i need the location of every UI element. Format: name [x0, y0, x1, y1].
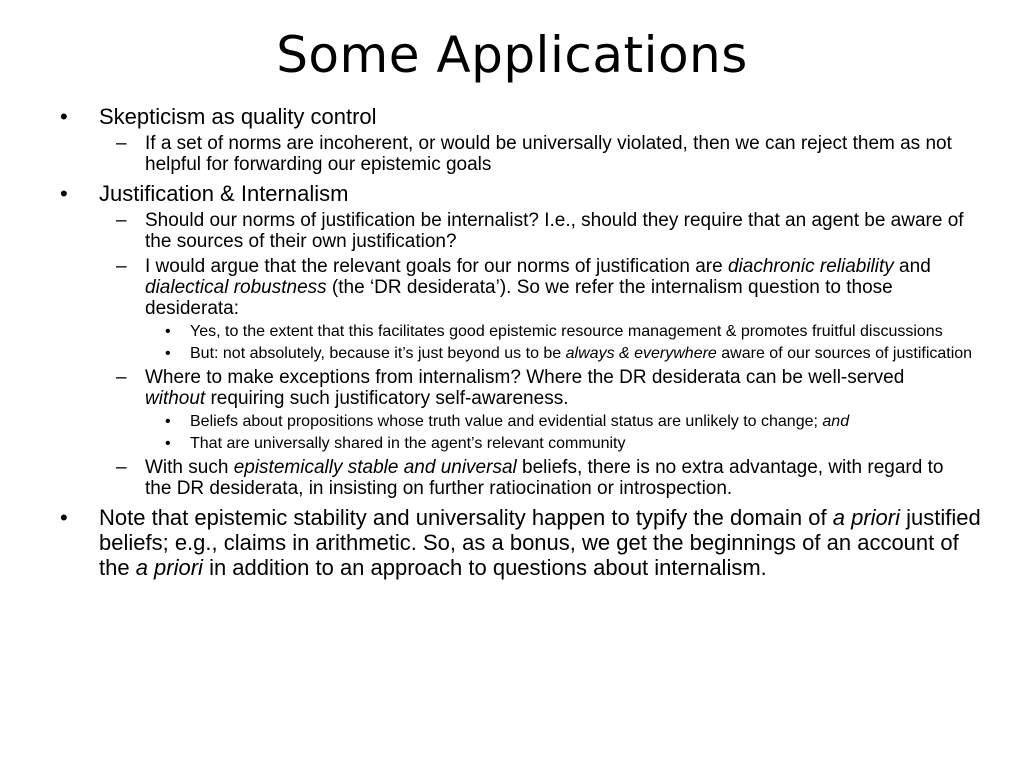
italic-run: diachronic reliability: [727, 256, 894, 277]
bullet-text: [99, 181, 348, 206]
text-run: But: not absolutely, because it’s just beyond us to be: [190, 345, 566, 362]
bullet-marker: •: [165, 323, 171, 340]
italic-run: always & everywhere: [565, 345, 717, 362]
dash-marker: –: [116, 457, 127, 478]
italic-run: dialectical robustness: [145, 277, 327, 298]
bullet-marker: •: [165, 413, 171, 430]
bullet-marker: •: [165, 345, 171, 362]
bullet-marker: •: [60, 505, 68, 530]
bullet-level-3: [0, 412, 1024, 431]
bullet-text: [145, 367, 904, 409]
slide-body: [0, 104, 1024, 580]
text-run: That are universally shared in the agent’s relevant community: [190, 435, 626, 452]
text-run: Should our norms of justification be internalist? I.e., should they require that an agent be aware of the sources of their own justification?: [145, 210, 964, 252]
text-run: aware of our sources of justification: [716, 345, 973, 362]
text-run: in addition to an approach to questions about internalism.: [202, 555, 767, 580]
bullet-text: [99, 104, 377, 129]
bullet-marker: •: [165, 435, 171, 452]
italic-run: a priori: [135, 555, 203, 580]
bullet-level-2: [0, 367, 1024, 409]
bullet-level-1: [0, 505, 1024, 580]
text-run: With such: [145, 457, 234, 478]
bullet-marker: •: [60, 104, 68, 129]
italic-run: a priori: [832, 505, 900, 530]
slide-title: Some Applications: [276, 26, 748, 84]
bullet-text: [145, 210, 964, 252]
bullet-level-3: [0, 322, 1024, 341]
text-run: Justification & Internalism: [99, 181, 349, 206]
bullet-level-1: [0, 181, 1024, 206]
text-run: Beliefs about propositions whose truth value and evidential status are unlikely to change;: [190, 413, 823, 430]
bullet-text: [190, 323, 943, 340]
bullet-level-2: [0, 256, 1024, 319]
text-run: I would argue that the relevant goals for our norms of justification are: [145, 256, 728, 277]
italic-run: epistemically stable and universal: [233, 457, 517, 478]
bullet-text: [190, 435, 625, 452]
dash-marker: –: [116, 367, 127, 388]
dash-marker: –: [116, 256, 127, 277]
italic-run: and: [822, 413, 850, 430]
bullet-text: [145, 133, 952, 175]
bullet-text: [190, 413, 849, 430]
text-run: Skepticism as quality control: [99, 104, 377, 129]
italic-run: without: [145, 388, 206, 409]
text-run: Where to make exceptions from internalism? Where the DR desiderata can be well-served: [145, 367, 905, 388]
bullet-level-2: [0, 457, 1024, 499]
bullet-level-3: [0, 434, 1024, 453]
bullet-level-2: [0, 210, 1024, 252]
text-run: Note that epistemic stability and universality happen to typify the domain of: [99, 505, 833, 530]
bullet-text: [99, 505, 981, 580]
bullet-level-2: [0, 133, 1024, 175]
text-run: beliefs, there is no extra advantage, with regard to the DR desiderata, in insisting on further ratiocination or introspection.: [145, 457, 944, 499]
text-run: justified beliefs; e.g., claims in arithmetic. So, as a bonus, we get the beginnings of an account of the: [99, 505, 981, 580]
bullet-level-1: [0, 104, 1024, 129]
dash-marker: –: [116, 133, 127, 154]
text-run: If a set of norms are incoherent, or would be universally violated, then we can reject them as not helpful for forwarding our epistemic goals: [145, 133, 952, 175]
text-run: and: [893, 256, 931, 277]
bullet-level-3: [0, 344, 1024, 363]
text-run: requiring such justificatory self-awareness.: [205, 388, 569, 409]
bullet-text: [145, 457, 943, 499]
bullet-text: [190, 345, 972, 362]
bullet-text: [145, 256, 931, 319]
bullet-marker: •: [60, 181, 68, 206]
dash-marker: –: [116, 210, 127, 231]
text-run: Yes, to the extent that this facilitates good epistemic resource management & promotes fruitful discussions: [190, 323, 943, 340]
text-run: (the ‘DR desiderata’). So we refer the internalism question to those desiderata:: [145, 277, 893, 319]
